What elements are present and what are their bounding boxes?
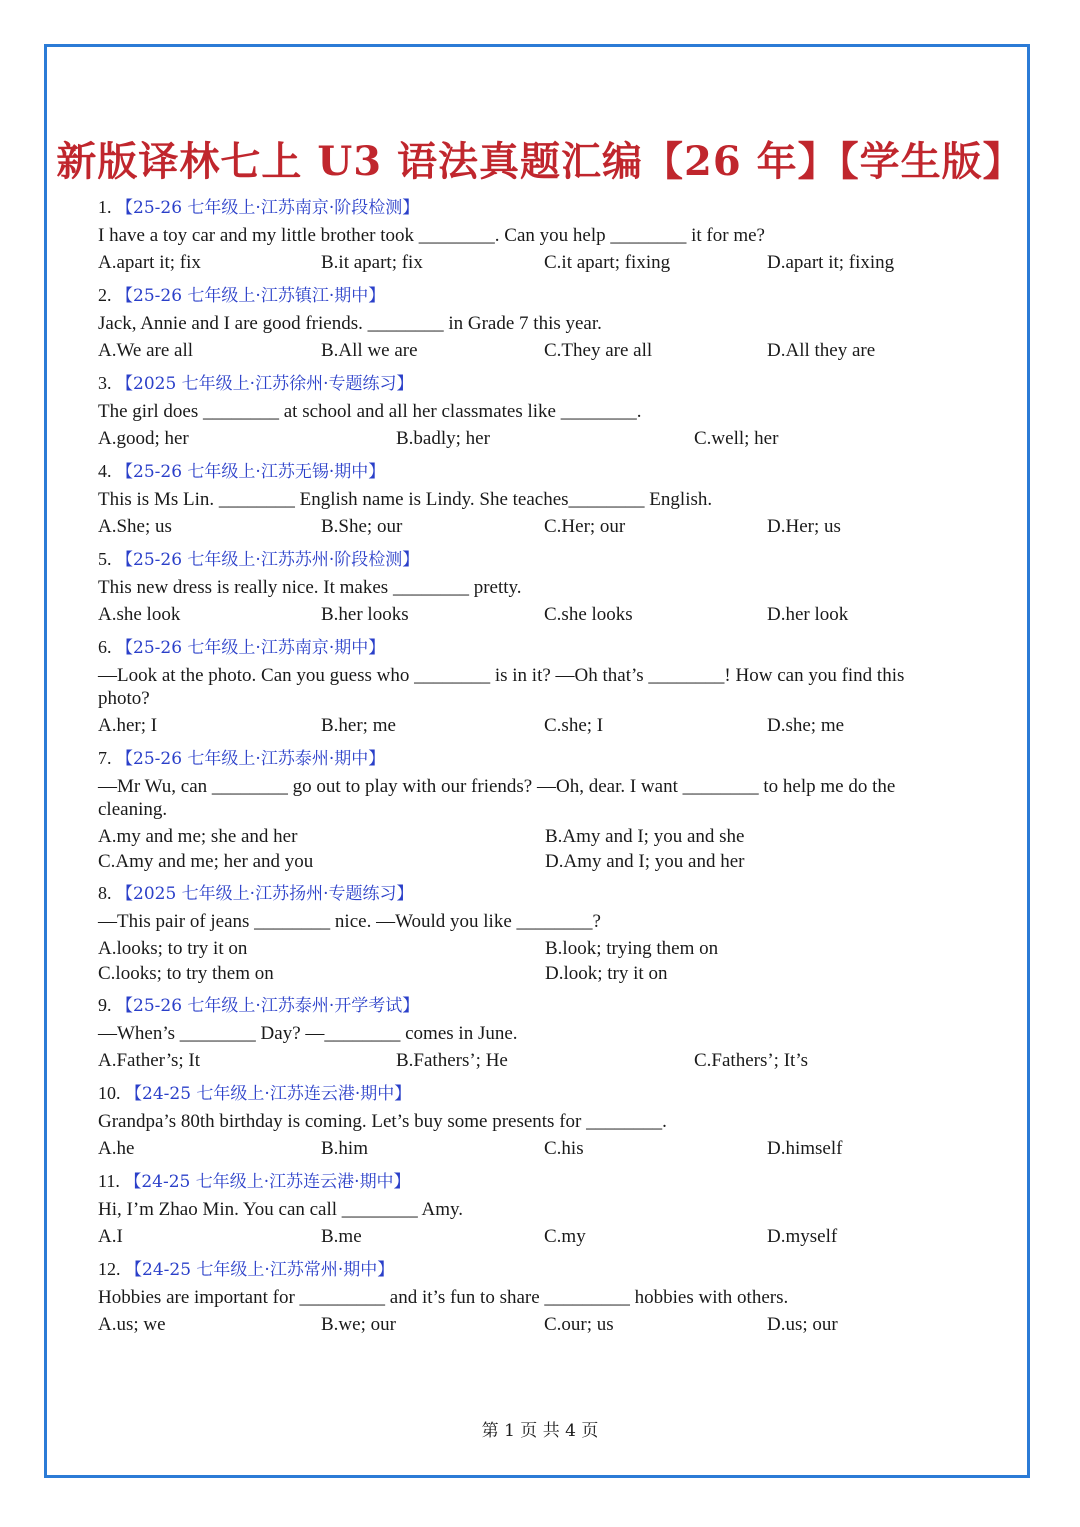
answer-options: [98, 250, 958, 276]
question-item: [98, 745, 958, 874]
answer-option: C.my: [544, 1226, 586, 1247]
question-item: [98, 634, 958, 739]
answer-option: B.me: [321, 1226, 362, 1247]
answer-option: C.Amy and me; her and you: [98, 851, 314, 872]
question-item: [98, 282, 958, 364]
answer-option: D.Her; us: [767, 516, 841, 537]
question-stem: —Mr Wu, can ________ go out to play with our friends? —Oh, dear. I want ________ to help me do the cleaning.: [98, 776, 896, 820]
question-source-tag: 【25-26 七年级上·江苏泰州·开学考试】: [116, 996, 420, 1016]
answer-option: A.She; us: [98, 516, 172, 537]
question-item: [98, 992, 958, 1074]
question-source-tag: 【24-25 七年级上·江苏常州·期中】: [125, 1260, 395, 1280]
question-header: [98, 546, 958, 573]
question-stem: Jack, Annie and I are good friends. ________ in Grade 7 this year.: [98, 313, 602, 334]
question-stem: I have a toy car and my little brother took ________. Can you help ________ it for me?: [98, 225, 765, 246]
answer-option: A.good; her: [98, 428, 189, 449]
question-number: 7.: [98, 748, 112, 768]
question-stem: —When’s ________ Day? —________ comes in June.: [98, 1023, 518, 1044]
question-item: [98, 1168, 958, 1250]
answer-option: D.look; try it on: [545, 963, 668, 984]
answer-options: [98, 1224, 958, 1250]
question-item: [98, 370, 958, 452]
question-header: [98, 1168, 958, 1195]
question-stem: Grandpa’s 80th birthday is coming. Let’s buy some presents for ________.: [98, 1111, 667, 1132]
question-stem: —Look at the photo. Can you guess who ________ is in it? —Oh that’s ________! How can you find this photo?: [98, 665, 905, 709]
question-source-tag: 【25-26 七年级上·江苏南京·阶段检测】: [116, 198, 420, 218]
question-header: [98, 745, 958, 772]
question-source-tag: 【24-25 七年级上·江苏连云港·期中】: [124, 1172, 411, 1192]
answer-option: A.We are all: [98, 340, 193, 361]
question-number: 11.: [98, 1171, 120, 1191]
answer-option: B.her; me: [321, 715, 396, 736]
answer-option: C.our; us: [544, 1314, 614, 1335]
answer-option: B.we; our: [321, 1314, 396, 1335]
question-source-tag: 【25-26 七年级上·江苏苏州·阶段检测】: [116, 550, 420, 570]
question-number: 8.: [98, 883, 112, 903]
question-source-tag: 【2025 七年级上·江苏徐州·专题练习】: [116, 374, 414, 394]
answer-options: [98, 514, 958, 540]
question-list: [98, 194, 958, 1344]
answer-option: B.look; trying them on: [545, 938, 719, 959]
question-source-tag: 【2025 七年级上·江苏扬州·专题练习】: [116, 884, 414, 904]
answer-options: [98, 1048, 958, 1074]
answer-option: A.apart it; fix: [98, 252, 201, 273]
question-header: [98, 634, 958, 661]
question-source-tag: 【24-25 七年级上·江苏连云港·期中】: [125, 1084, 412, 1104]
answer-option: B.Fathers’; He: [396, 1050, 508, 1071]
answer-options: [98, 713, 958, 739]
question-source-tag: 【25-26 七年级上·江苏无锡·期中】: [116, 462, 386, 482]
question-stem: —This pair of jeans ________ nice. —Would you like ________?: [98, 911, 601, 932]
answer-option: A.looks; to try it on: [98, 938, 248, 959]
question-source-tag: 【25-26 七年级上·江苏镇江·期中】: [116, 286, 386, 306]
answer-options: [98, 338, 958, 364]
question-number: 3.: [98, 373, 112, 393]
question-item: [98, 458, 958, 540]
answer-option: C.looks; to try them on: [98, 963, 274, 984]
question-number: 4.: [98, 461, 112, 481]
answer-option: C.They are all: [544, 340, 653, 361]
answer-option: B.it apart; fix: [321, 252, 423, 273]
question-item: [98, 1256, 958, 1338]
answer-option: D.her look: [767, 604, 849, 625]
answer-option: C.she looks: [544, 604, 633, 625]
answer-option: B.She; our: [321, 516, 403, 537]
answer-options: [98, 602, 958, 628]
question-header: [98, 458, 958, 485]
answer-option: D.myself: [767, 1226, 838, 1247]
question-stem: Hi, I’m Zhao Min. You can call ________ Amy.: [98, 1199, 464, 1220]
question-number: 2.: [98, 285, 112, 305]
answer-option: B.All we are: [321, 340, 418, 361]
answer-option: C.well; her: [694, 428, 779, 449]
answer-option: A.my and me; she and her: [98, 826, 298, 847]
answer-option: A.us; we: [98, 1314, 166, 1335]
question-header: [98, 992, 958, 1019]
answer-option: B.her looks: [321, 604, 409, 625]
answer-option: C.she; I: [544, 715, 604, 736]
answer-option: D.us; our: [767, 1314, 838, 1335]
answer-options: [98, 1312, 958, 1338]
answer-option: C.Her; our: [544, 516, 626, 537]
answer-option: A.he: [98, 1138, 135, 1159]
answer-option: A.Father’s; It: [98, 1050, 201, 1071]
page-title: 新版译林七上 U3 语法真题汇编【26 年】【学生版】: [56, 138, 1024, 185]
answer-option: A.I: [98, 1226, 123, 1247]
question-item: [98, 1080, 958, 1162]
page-footer: 第 1 页 共 4 页: [481, 1421, 599, 1441]
answer-option: A.her; I: [98, 715, 158, 736]
question-stem: The girl does ________ at school and all her classmates like ________.: [98, 401, 642, 422]
answer-option: C.his: [544, 1138, 584, 1159]
question-number: 9.: [98, 995, 112, 1015]
answer-option: D.apart it; fixing: [767, 252, 895, 273]
question-header: [98, 370, 958, 397]
answer-option: D.All they are: [767, 340, 876, 361]
answer-option: D.she; me: [767, 715, 845, 736]
question-item: [98, 546, 958, 628]
question-stem: This new dress is really nice. It makes ________ pretty.: [98, 577, 522, 598]
question-number: 1.: [98, 197, 112, 217]
question-source-tag: 【25-26 七年级上·江苏南京·期中】: [116, 638, 386, 658]
answer-options: [98, 1136, 958, 1162]
question-header: [98, 194, 958, 221]
question-header: [98, 1256, 958, 1283]
answer-option: B.him: [321, 1138, 368, 1159]
answer-option: B.badly; her: [396, 428, 490, 449]
answer-option: B.Amy and I; you and she: [545, 826, 745, 847]
question-header: [98, 1080, 958, 1107]
answer-option: C.Fathers’; It’s: [694, 1050, 808, 1071]
question-stem: Hobbies are important for _________ and it’s fun to share _________ hobbies with others.: [98, 1287, 789, 1308]
question-source-tag: 【25-26 七年级上·江苏泰州·期中】: [116, 749, 386, 769]
question-item: [98, 880, 958, 986]
answer-option: A.she look: [98, 604, 181, 625]
question-header: [98, 880, 958, 907]
answer-options: [98, 824, 958, 874]
question-number: 6.: [98, 637, 112, 657]
answer-option: D.Amy and I; you and her: [545, 851, 745, 872]
question-header: [98, 282, 958, 309]
question-item: [98, 194, 958, 276]
answer-options: [98, 936, 958, 986]
question-number: 5.: [98, 549, 112, 569]
question-number: 10.: [98, 1083, 121, 1103]
answer-option: C.it apart; fixing: [544, 252, 671, 273]
answer-option: D.himself: [767, 1138, 843, 1159]
question-number: 12.: [98, 1259, 121, 1279]
question-stem: This is Ms Lin. ________ English name is Lindy. She teaches________ English.: [98, 489, 713, 510]
answer-options: [98, 426, 958, 452]
